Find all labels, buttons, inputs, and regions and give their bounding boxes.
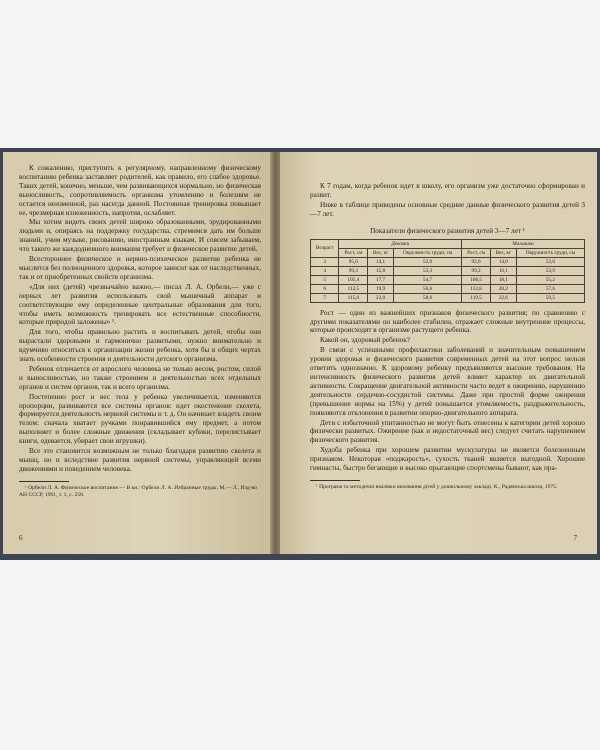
paragraph: В связи с успешными профилактики заболеваний и значительным повышением уровня здоровья и физического развития современных детей на этот вопрос нельзя ответить однозначно. К здоровому ребенку предъявляются высокие требования. На интенсивность физического развития детей влияет характер их двигательной активности. Сокращение двигательной активности часто ведет к ожирению, нарушению деятельности сердечно-сосудистой системы. Даже при простой форме ожирения (превышение нормы на 15%) у детей повышается утомляемость, раздражительность, появляются отклонения в развитии опорно-двигательного аппарата. <box>310 346 585 417</box>
paragraph: Какой он, здоровый ребенок? <box>320 336 410 345</box>
col-header-chest: Окружность груди, см <box>516 248 584 257</box>
table-cell: 16,1 <box>490 266 516 275</box>
group-header-boys: Мальчики <box>462 239 585 248</box>
table-cell: 52,0 <box>393 257 461 266</box>
table-title: Показатели физического развития детей 3—7 лет ¹ <box>370 226 525 235</box>
table-cell: 15,8 <box>368 266 394 275</box>
table-cell: 55,2 <box>516 275 584 284</box>
col-header-height: Рост, см <box>462 248 491 257</box>
footnote-rule <box>19 481 69 482</box>
table-cell: 99,3 <box>339 266 368 275</box>
table-cell: 53,3 <box>393 266 461 275</box>
page-number: 6 <box>19 534 23 542</box>
right-page-text <box>310 309 585 473</box>
table-cell: 6 <box>311 284 339 293</box>
left-page-text <box>19 164 261 474</box>
table-row <box>311 257 585 266</box>
paragraph: К сожалению, приступить к регулярному, направленному физическому воспитанию ребенка заставляет родителей, как правило, его слабое здоровье. Таких детей, конечно, меньше, чем развивающихся нормально, но физическая выносливость, сопротивляемость организма утомлению и болезням не остается неизменной, раз насегда данной. Постоянная тренировка повышает ее, чрезмерная изнеженность, напротив, ослабляет. <box>19 164 261 217</box>
paragraph: Для того, чтобы правильно растить и воспитывать детей, чтобы они вырастали здоровыми и гармонично развитыми, нужно внимательно и вдумчиво относиться к организации жизни ребенка, хотя бы в общих чертах знать особенности строения и деятельности детского организма. <box>19 328 261 364</box>
open-book <box>0 148 600 560</box>
col-header-age: Возраст <box>311 239 339 257</box>
col-header-weight: Вес, кг <box>490 248 516 257</box>
paragraph: Все это становится возможным не только благодаря развитию скелета и мышц, но и вследствие развития нервной системы, управляющей всеми движениями и поведением человека. <box>19 447 261 473</box>
table-cell: 119,5 <box>462 293 491 302</box>
col-header-height: Рост, см <box>339 248 368 257</box>
table-cell: 57,6 <box>516 284 584 293</box>
table-body <box>311 257 585 302</box>
paragraph: Всестороннее физическое и нервно-психическое развитие ребенка не мыслится без полноценного здоровья, которое зависит как от наследственных, так и от приобретенных свойств организма. <box>19 255 261 281</box>
growth-table <box>310 239 585 303</box>
paragraph: Рост — один из важнейших признаков физического развития; по сравнению с другими показателями он наиболее стабилен, отражает сложные внутренние процессы, которые происходят в организме растущего ребенка. <box>310 308 585 335</box>
table-cell: 59,5 <box>516 293 584 302</box>
col-header-chest: Окружность груди, см <box>393 248 461 257</box>
table-cell: 17,7 <box>368 275 394 284</box>
table-row <box>311 284 585 293</box>
footnote: ¹ Орбели Л. А. Физическое воспитание.— В кн.: Орбели Л. А. Избранные труды. М.— Л., Изд-во АН СССР, 1961, т. 1, с. 258. <box>19 484 257 498</box>
table-cell: 99,2 <box>462 266 491 275</box>
table-cell: 7 <box>311 293 339 302</box>
paragraph: Ребенок отличается от взрослого человека не только весом, ростом, силой и выносливостью, но также строением и деятельностью всех отдельных органов и систем органов, так и всего организма. <box>19 364 261 391</box>
table-cell: 14,1 <box>368 257 394 266</box>
paragraph: Ниже в таблице приведены основные средние данные физического развития детей 3—7 лет. <box>310 200 585 218</box>
table-cell: 112,8 <box>462 284 491 293</box>
quote-paragraph: «Для них (детей) чрезвычайно важно,— писал Л. А. Орбели,— уже с первых лет развития использовать свой мышечный аппарат и соответствующие ему определенные центральные образования для того, чтобы иметь возможность тренировать все естественные способности, которые природой заложены» ¹. <box>19 282 261 327</box>
table-row <box>311 293 585 302</box>
table-cell: 14,0 <box>490 257 516 266</box>
page-number: 7 <box>573 534 577 542</box>
table-cell: 20,2 <box>490 284 516 293</box>
table-cell: 92,6 <box>462 257 491 266</box>
group-header-girls: Девочки <box>339 239 462 248</box>
table-cell: 105,4 <box>339 275 368 284</box>
table-cell: 115,0 <box>339 293 368 302</box>
table-cell: 5 <box>311 275 339 284</box>
table-cell: 3 <box>311 257 339 266</box>
paragraph: Мы хотим видеть своих детей широко образованными, эрудированными людьми и, опираясь на поддержку государства, стремимся дать им больше знаний, учим музыке, рисованию, иностранным языкам. И совсем забываем, что такого же каждодневного внимания требует и физическое развитие детей. <box>19 218 261 254</box>
table-cell: 53,9 <box>516 266 584 275</box>
table-cell: 106,5 <box>462 275 491 284</box>
paragraph: К 7 годам, когда ребенок идет в школу, его организм уже достаточно сформирован и развит. <box>310 182 585 199</box>
paragraph: Дети с избыточной упитанностью не могут быть отнесены к категории детей хорошо физически развитых. Ожирение (как и недостаточный вес) следует считать нарушением физического развития. <box>310 418 585 445</box>
table-cell: 4 <box>311 266 339 275</box>
table-cell: 53,0 <box>516 257 584 266</box>
table-row <box>311 275 585 284</box>
table-cell: 58,6 <box>393 293 461 302</box>
table-cell: 95,6 <box>339 257 368 266</box>
footnote-rule <box>310 480 360 481</box>
right-page <box>280 152 597 554</box>
table-cell: 22,6 <box>490 293 516 302</box>
table-cell: 112,5 <box>339 284 368 293</box>
left-page <box>3 152 271 554</box>
right-page-intro <box>310 182 585 219</box>
table-cell: 54,7 <box>393 275 461 284</box>
table-cell: 19,9 <box>368 284 394 293</box>
table-cell: 18,1 <box>490 275 516 284</box>
table-row <box>311 266 585 275</box>
paragraph: Худоба ребенка при хорошем развитии мускулатуры не является болезненным признаком. Некоторая «поджарость», сухость тканей является выгодной. Хорошие гимнасты, быстро бегающие и высоко прыгающие спортсмены бывают, как пра- <box>310 446 585 473</box>
table-cell: 56,6 <box>393 284 461 293</box>
table-cell: 22,0 <box>368 293 394 302</box>
col-header-weight: Вес, кг <box>368 248 394 257</box>
footnote: ¹ Програма та методичні вказівки виховання дітей у дошкільному закладі. К., Радянська школа, 1975. <box>316 483 558 490</box>
paragraph: Постепенно рост и вес тела у ребенка увеличивается, изменяются пропорции, развиваются все системы органов: идет окостенение скелета, формируется деятельность нервной системы и т. д. Он начинает владеть своим телом: сначала хватает ручками понравившийся ему предмет, а потом выполняет и более сложные движения (складывает кубики, перелистывает книги, одевается, убирает свои игрушки). <box>19 392 262 446</box>
